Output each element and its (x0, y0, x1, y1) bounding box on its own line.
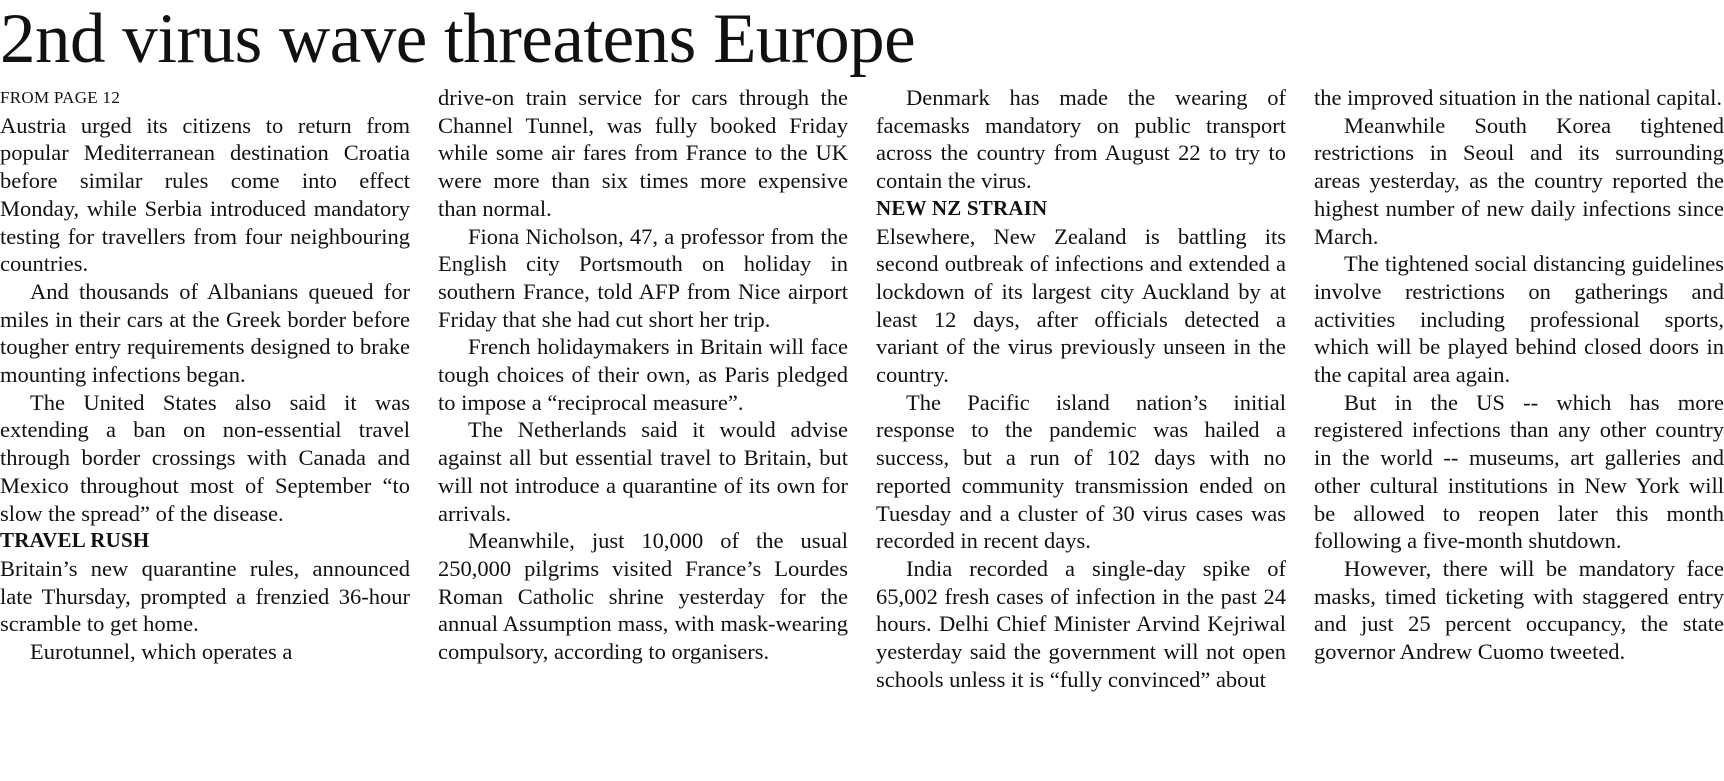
paragraph: The United States also said it was extending a ban on non-essential travel through border crossings with Canada and Mexico throughout most of September “to slow the spread” of the disease. (0, 389, 410, 526)
paragraph: Denmark has made the wearing of facemasks mandatory on public transport across the country from August 22 to try to contain the virus. (876, 85, 1286, 194)
paragraph: And thousands of Albanians queued for miles in their cars at the Greek border before tougher entry requirements designed to brake mounting infections began. (0, 278, 410, 388)
article-column-4 (1314, 84, 1724, 774)
paragraph: French holidaymakers in Britain will face tough choices of their own, as Paris pledged to impose a “reciprocal measure”. (438, 334, 848, 415)
paragraph: the improved situation in the national capital. (1314, 85, 1723, 110)
paragraph: But in the US -- which has more registered infections than any other country in the world -- museums, art galleries and other cultural institutions in New York will be allowed to reopen later this month following a five-month shutdown. (1314, 389, 1724, 554)
paragraph: Austria urged its citizens to return from popular Mediterranean destination Croatia before similar rules come into effect Monday, while Serbia introduced mandatory testing for travellers from four neighbouring countries. (0, 112, 410, 277)
paragraph: Meanwhile South Korea tightened restrictions in Seoul and its surrounding areas yesterday, as the country reported the highest number of new daily infections since March. (1314, 112, 1724, 249)
article-column-1 (0, 84, 410, 774)
article-headline: 2nd virus wave threatens Europe (0, 0, 916, 78)
paragraph: Fiona Nicholson, 47, a professor from the English city Portsmouth on holiday in southern France, told AFP from Nice airport Friday that she had cut short her trip. (438, 223, 848, 332)
paragraph: The tightened social distancing guidelines involve restrictions on gatherings and activities including professional sports, which will be played behind closed doors in the capital area again. (1314, 251, 1724, 388)
article-column-3 (876, 84, 1286, 774)
paragraph: Eurotunnel, which operates a (30, 639, 293, 665)
continuation-kicker: FROM PAGE 12 (0, 88, 121, 107)
article-body (0, 84, 1724, 774)
paragraph: However, there will be mandatory face masks, timed ticketing with staggered entry and just 25 percent occupancy, the state governor Andrew Cuomo tweeted. (1314, 555, 1724, 665)
article-column-2 (438, 84, 848, 774)
paragraph: India recorded a single-day spike of 65,002 fresh cases of infection in the past 24 hours. Delhi Chief Minister Arvind Kejriwal yesterday said the government will not open schools unless it is “fully convinced” about (876, 555, 1286, 692)
paragraph: The Netherlands said it would advise against all but essential travel to Britain, but will not introduce a quarantine of its own for arrivals. (438, 417, 848, 526)
subheading-travel-rush: TRAVEL RUSH (0, 528, 150, 553)
paragraph: drive-on train service for cars through the Channel Tunnel, was fully booked Friday while some air fares from France to the UK were more than six times more expensive than normal. (438, 85, 848, 221)
paragraph: Britain’s new quarantine rules, announced late Thursday, prompted a frenzied 36-hour scramble to get home. (0, 555, 410, 637)
paragraph: The Pacific island nation’s initial response to the pandemic was hailed a success, but a run of 102 days with no reported community transmission ended on Tuesday and a cluster of 30 virus cases was recorded in recent days. (876, 389, 1286, 554)
paragraph: Elsewhere, New Zealand is battling its second outbreak of infections and extended a lockdown of its largest city Auckland by at least 12 days, after officials detected a variant of the virus previously unseen in the country. (876, 223, 1286, 388)
subheading-new-nz-strain: NEW NZ STRAIN (876, 195, 1048, 220)
paragraph: Meanwhile, just 10,000 of the usual 250,000 pilgrims visited France’s Lourdes Roman Catholic shrine yesterday for the annual Assumption mass, with mask-wearing compulsory, according to organisers. (438, 528, 848, 665)
